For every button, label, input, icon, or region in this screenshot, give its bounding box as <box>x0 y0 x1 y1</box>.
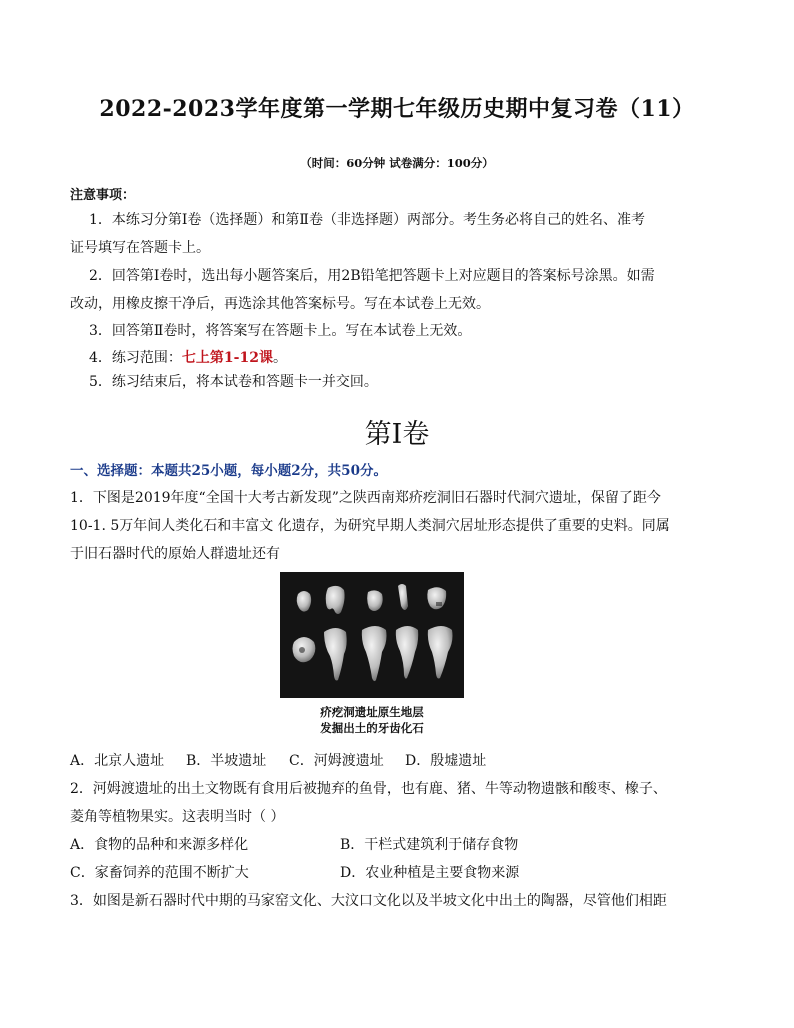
note-1-line-2: 证号填写在答题卡上。 <box>70 240 210 256</box>
q1-option-b: B．半坡遗址 <box>186 753 267 769</box>
q3-line-1: 3．如图是新石器时代中期的马家窑文化、大汶口文化以及半坡文化中出土的陶器，尽管他们相距 <box>70 893 667 909</box>
note-1-line-1: 1．本练习分第Ⅰ卷（选择题）和第Ⅱ卷（非选择题）两部分。考生务必将自己的姓名、准考 <box>89 212 645 228</box>
section-heading: 一、选择题：本题共25小题，每小题2分，共50分。 <box>70 463 387 479</box>
note-4-suffix: 。 <box>272 350 287 366</box>
practice-range: 七上第1-12课 <box>181 350 273 366</box>
q1-option-a: A．北京人遗址 <box>70 753 165 769</box>
q2-option-c: C．家畜饲养的范围不断扩大 <box>70 865 249 881</box>
notes-heading: 注意事项： <box>70 188 136 203</box>
exam-title: 2022-2023学年度第一学期七年级历史期中复习卷（11） <box>99 96 695 122</box>
photo-caption-line-1: 疥疙洞遗址原生地层 <box>320 705 424 719</box>
part-title: 第Ⅰ卷 <box>364 419 430 450</box>
tooth-fossil-photo <box>280 572 464 698</box>
q2-line-2: 菱角等植物果实。这表明当时（ ） <box>70 809 285 825</box>
note-3: 3．回答第Ⅱ卷时，将答案写在答题卡上。写在本试卷上无效。 <box>89 323 472 339</box>
note-5: 5．练习结束后，将本试卷和答题卡一并交回。 <box>89 374 378 390</box>
q2-line-1: 2．河姆渡遗址的出土文物既有食用后被抛弃的鱼骨，也有鹿、猪、牛等动物遗骸和酸枣、橡子、 <box>70 781 667 797</box>
q1-option-d: D．殷墟遗址 <box>405 753 487 769</box>
note-4-prefix: 4．练习范围： <box>89 350 182 366</box>
q1-line-1: 1．下图是2019年度“全国十大考古新发现”之陕西南郑疥疙洞旧石器时代洞穴遗址，保留了距今 <box>70 490 661 506</box>
photo-caption-line-2: 发掘出土的牙齿化石 <box>320 721 424 735</box>
exam-subtitle: （时间：60分钟 试卷满分：100分） <box>300 156 494 170</box>
note-4 <box>89 347 287 367</box>
note-2-line-1: 2．回答第Ⅰ卷时，选出每小题答案后，用2B铅笔把答题卡上对应题目的答案标号涂黑。如需 <box>89 268 655 284</box>
q2-option-a: A．食物的品种和来源多样化 <box>70 837 249 853</box>
note-2-line-2: 改动，用橡皮擦干净后，再选涂其他答案标号。写在本试卷上无效。 <box>70 296 490 312</box>
q1-line-3: 于旧石器时代的原始人群遗址还有 <box>70 546 280 562</box>
q1-option-c: C．河姆渡遗址 <box>289 753 384 769</box>
q2-option-d: D．农业种植是主要食物来源 <box>340 865 520 881</box>
q1-line-2: 10-1. 5万年间人类化石和丰富文 化遗存，为研究早期人类洞穴居址形态提供了重要的史料。同属 <box>70 518 670 534</box>
q2-option-b: B．干栏式建筑利于储存食物 <box>340 837 519 853</box>
